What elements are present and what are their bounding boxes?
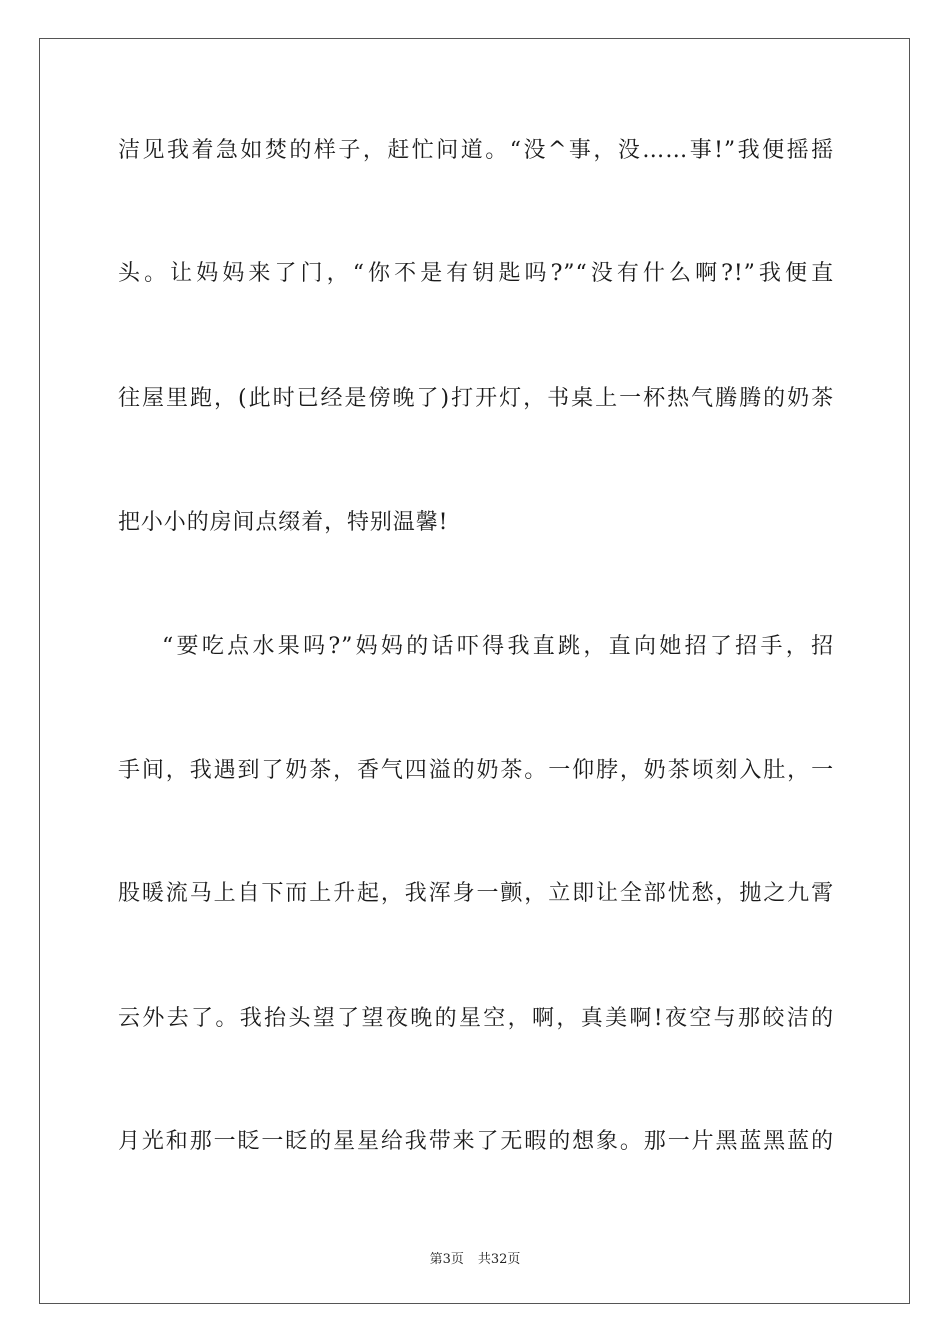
paragraph-2-line-1: “要吃点水果吗?”妈妈的话吓得我直跳，直向她招了招手，招 (162, 634, 834, 659)
text-line-1: 洁见我着急如焚的样子，赶忙问道。“没^事，没……事!”我便摇摇 (118, 138, 834, 163)
text-line-9: 月光和那一眨一眨的星星给我带来了无暇的想象。那一片黑蓝黑蓝的 (118, 1129, 834, 1154)
text-line-2: 头。让妈妈来了门，“你不是有钥匙吗?”“没有什么啊?!”我便直 (118, 261, 834, 286)
page-total: 共32页 (477, 1252, 521, 1267)
page-footer (0, 1248, 950, 1267)
page-border (39, 38, 910, 1304)
text-line-7: 股暖流马上自下而上升起，我浑身一颤，立即让全部忧愁，抛之九霄 (118, 881, 834, 906)
text-line-8: 云外去了。我抬头望了望夜晚的星空，啊，真美啊!夜空与那皎洁的 (118, 1006, 834, 1031)
text-line-4: 把小小的房间点缀着，特别温馨! (118, 510, 449, 535)
text-line-3: 往屋里跑，(此时已经是傍晚了)打开灯，书桌上一杯热气腾腾的奶茶 (118, 386, 834, 411)
page-number: 第3页 (429, 1252, 464, 1267)
text-line-6: 手间，我遇到了奶茶，香气四溢的奶茶。一仰脖，奶茶顷刻入肚，一 (118, 758, 834, 783)
